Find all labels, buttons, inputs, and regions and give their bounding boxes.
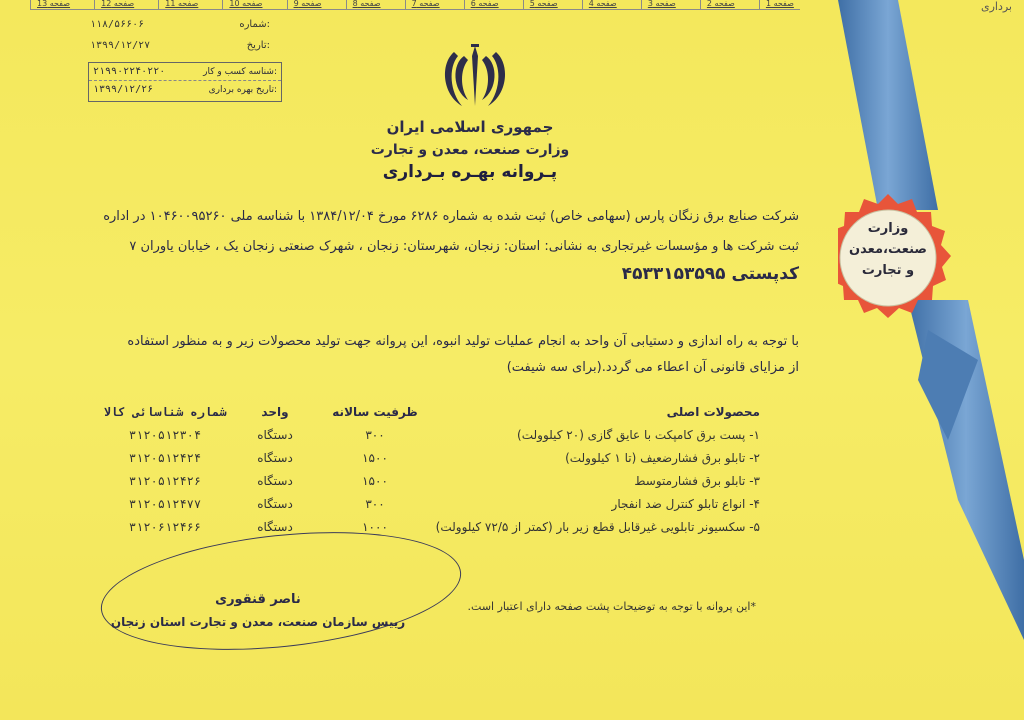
tab-page-4[interactable]: صفحه 4: [582, 0, 623, 9]
tab-page-7[interactable]: صفحه 7: [405, 0, 446, 9]
product-unit: دستگاه: [257, 427, 293, 442]
signer-role: رییس سازمان صنعت، معدن و تجارت استان زنجان: [110, 615, 406, 629]
product-capacity: ۳۰۰: [365, 427, 385, 442]
date-label: تاریخ:: [246, 40, 270, 51]
tab-page-8[interactable]: صفحه 8: [346, 0, 387, 9]
business-id-box: [88, 62, 282, 102]
seal-line-2: صنعت،معدن: [849, 242, 927, 257]
header-unit: واحد: [261, 404, 289, 419]
license-title: پـروانه بهـره بـرداری: [382, 162, 558, 182]
product-capacity: ۱۵۰۰: [362, 450, 388, 465]
product-unit: دستگاه: [257, 450, 293, 465]
product-unit: دستگاه: [257, 519, 293, 534]
company-line-2: ثبت شرکت ها و مؤسسات غیرتجاری به نشانی: استان: زنجان، شهرستان: زنجان ، شهرک صنعتی زنجان یک ، خیابان یاوران ۷: [129, 239, 799, 254]
product-capacity: ۱۵۰۰: [362, 473, 388, 488]
product-unit: دستگاه: [257, 473, 293, 488]
ribbon-seal-icon: [838, 0, 1024, 720]
corner-label: برداری: [980, 0, 1012, 13]
product-name: ۳- تابلو برق فشارمتوسط: [634, 473, 760, 488]
op-date-value: ۱۳۹۹/۱۲/۲۶: [93, 84, 154, 95]
number-value: ۱۱۸/۵۶۶۰۶: [90, 19, 145, 30]
product-capacity: ۳۰۰: [365, 496, 385, 511]
tab-page-6[interactable]: صفحه 6: [464, 0, 505, 9]
signature-block: [108, 592, 408, 629]
ministry-title: وزارت صنعت، معدن و تجارت: [370, 142, 570, 158]
header-capacity: ظرفیت سالانه: [332, 404, 418, 419]
tab-page-1[interactable]: صفحه 1: [759, 0, 800, 9]
product-name: ۵- سکسیونر تابلویی غیرقابل قطع زیر بار (کمتر از ۷۲/۵ کیلوولت): [435, 519, 760, 534]
date-value: ۱۳۹۹/۱۲/۲۷: [90, 40, 151, 51]
table-row: [100, 515, 760, 538]
signature-scribble: [95, 516, 467, 665]
header-code: شماره شناسائی کالا: [103, 404, 227, 419]
tab-page-5[interactable]: صفحه 5: [523, 0, 564, 9]
tab-page-2[interactable]: صفحه 2: [700, 0, 741, 9]
number-label: شماره:: [239, 19, 270, 30]
description-line-2: از مزایای قانونی آن اعطاء می گردد.(برای سه شیفت): [506, 360, 799, 375]
seal-line-3: و تجارت: [861, 263, 915, 278]
description-line-1: با توجه به راه اندازی و دستیابی آن واحد به انجام عملیات تولید انبوه، این پروانه جهت تولید محصولات زیر و به منظور استفاده: [127, 334, 799, 349]
product-code: ۳۱۲۰۵۱۲۴۲۶: [128, 473, 202, 488]
seal-line-1: وزارت: [867, 221, 909, 236]
republic-title: جمهوری اسلامی ایران: [386, 118, 554, 136]
op-date-label: تاریخ بهره برداری:: [208, 84, 277, 95]
title-block: [320, 118, 620, 182]
product-code: ۳۱۲۰۶۱۲۴۶۶: [128, 519, 202, 534]
company-line-1: شرکت صنایع برق زنگان پارس (سهامی خاص) ثبت شده به شماره ۶۲۸۶ مورخ ۱۳۸۴/۱۲/۰۴ با شناسه ملی ۱۰۴۶۰۰۹۵۲۶۰ در اداره: [103, 209, 799, 224]
table-row: [100, 492, 760, 515]
tab-page-12[interactable]: صفحه 12: [94, 0, 140, 9]
header-products: محصولات اصلی: [666, 404, 760, 419]
page-tabs: [30, 0, 800, 10]
tab-page-10[interactable]: صفحه 10: [222, 0, 268, 9]
tab-page-11[interactable]: صفحه 11: [158, 0, 204, 9]
product-code: ۳۱۲۰۵۱۲۴۷۷: [128, 496, 202, 511]
postal-code-line: کدپستی ۴۵۳۳۱۵۳۵۹۵: [621, 264, 799, 284]
products-table: [100, 400, 760, 538]
seal-text: [828, 218, 948, 281]
product-unit: دستگاه: [257, 496, 293, 511]
product-code: ۳۱۲۰۵۱۲۳۰۴: [128, 427, 202, 442]
product-code: ۳۱۲۰۵۱۲۴۲۴: [128, 450, 202, 465]
product-name: ۴- انواع تابلو کنترل ضد انفجار: [611, 496, 760, 511]
table-row: [100, 469, 760, 492]
business-id-label: شناسه کسب و کار:: [203, 66, 277, 77]
table-row: [100, 423, 760, 446]
tab-page-9[interactable]: صفحه 9: [287, 0, 328, 9]
product-name: ۱- پست برق کامپکت با عایق گازی (۲۰ کیلوولت): [517, 427, 760, 442]
iran-emblem-icon: [438, 42, 512, 112]
products-header-row: [100, 400, 760, 423]
product-name: ۲- تابلو برق فشارضعیف (تا ۱ کیلوولت): [565, 450, 760, 465]
product-capacity: ۱۰۰۰: [362, 519, 388, 534]
signer-name: ناصر قنقوری: [215, 592, 301, 607]
table-row: [100, 446, 760, 469]
validity-note: *این پروانه با توجه به توضیحات پشت صفحه دارای اعتبار است.: [467, 600, 756, 613]
tab-page-13[interactable]: صفحه 13: [30, 0, 76, 9]
business-id-value: ۲۱۹۹۰۲۲۴۰۲۲۰: [93, 66, 166, 77]
letter-header: [90, 14, 270, 56]
tab-page-3[interactable]: صفحه 3: [641, 0, 682, 9]
